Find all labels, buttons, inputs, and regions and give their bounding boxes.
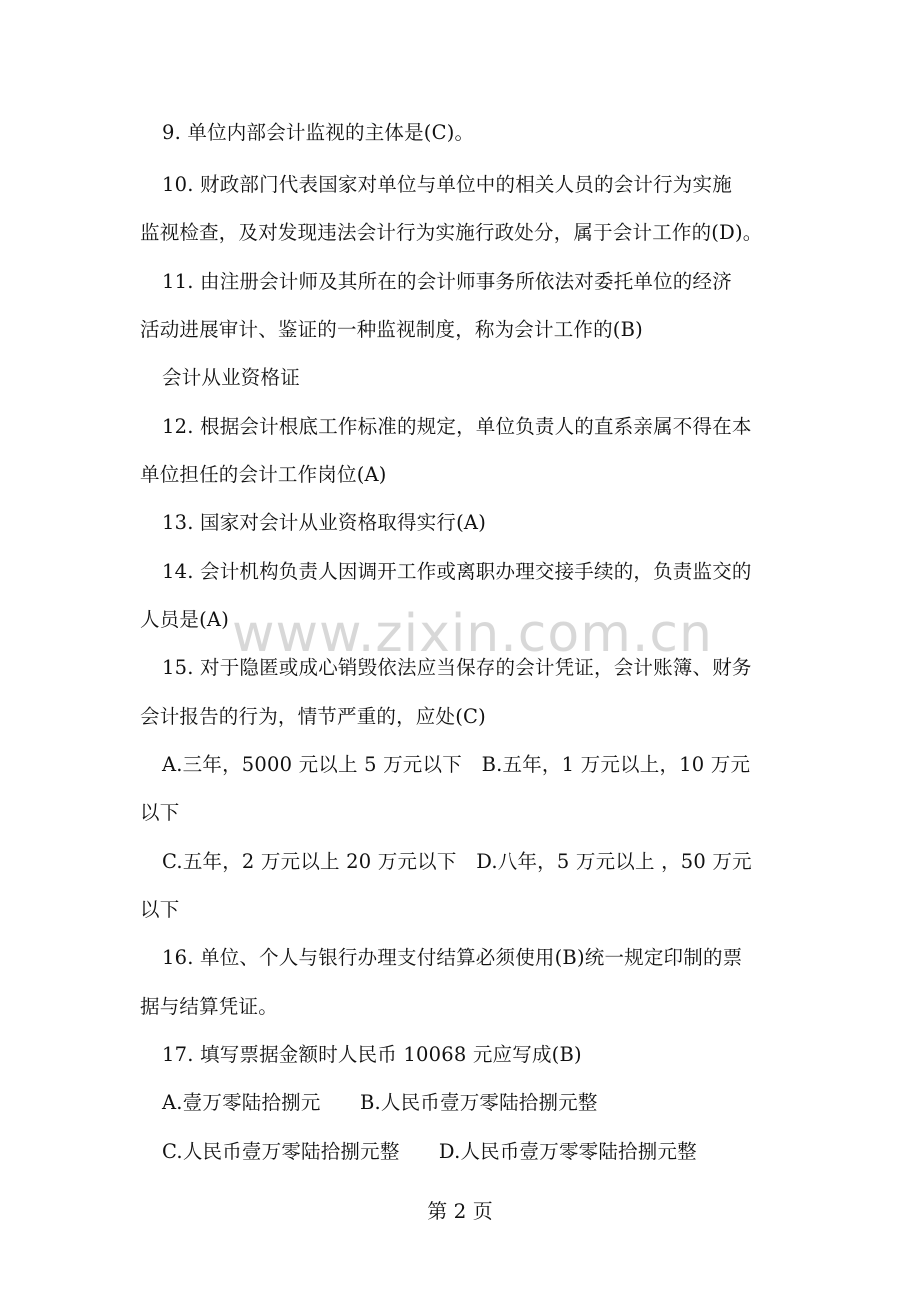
question-12-line-1: 12. 根据会计根底工作标准的规定，单位负责人的直系亲属不得在本 xyxy=(162,415,752,438)
question-15-options-cd: C.五年，2 万元以上 20 万元以下 D.八年，5 万元以上 ，50 万元 xyxy=(162,850,752,873)
question-10-line-1: 10. 财政部门代表国家对单位与单位中的相关人员的会计行为实施 xyxy=(162,173,732,196)
page-number: 第 2 页 xyxy=(427,1199,493,1223)
question-17-options-ab: A.壹万零陆拾捌元 B.人民币壹万零陆拾捌元整 xyxy=(162,1091,598,1114)
question-16-line-1: 16. 单位、个人与银行办理支付结算必须使用(B)统一规定印制的票 xyxy=(162,946,743,969)
question-15-options-ab: A.三年，5000 元以上 5 万元以下 B.五年，1 万元以上，10 万元 xyxy=(162,753,751,776)
watermark: www.zixin.com.cn xyxy=(232,604,713,664)
question-13: 13. 国家对会计从业资格取得实行(A) xyxy=(162,511,487,534)
question-10-line-2: 监视检查，及对发现违法会计行为实施行政处分，属于会计工作的(D)。 xyxy=(140,221,763,244)
question-14-line-1: 14. 会计机构负责人因调开工作或离职办理交接手续的，负责监交的 xyxy=(162,560,752,583)
question-15-options-cd-wrap: 以下 xyxy=(140,898,180,921)
question-17: 17. 填写票据金额时人民币 10068 元应写成(B) xyxy=(162,1043,582,1066)
question-16-line-2: 据与结算凭证。 xyxy=(140,995,278,1018)
question-11-line-1: 11. 由注册会计师及其所在的会计师事务所依法对委托单位的经济 xyxy=(162,270,732,293)
question-17-options-cd: C.人民币壹万零陆拾捌元整 D.人民币壹万零零陆拾捌元整 xyxy=(162,1140,697,1163)
question-9: 9. 单位内部会计监视的主体是(C)。 xyxy=(162,121,475,144)
question-12-line-2: 单位担任的会计工作岗位(A) xyxy=(140,463,387,486)
question-14-line-2: 人员是(A) xyxy=(140,608,229,631)
question-15-line-2: 会计报告的行为，情节严重的，应处(C) xyxy=(140,705,486,728)
question-15-line-1: 15. 对于隐匿或成心销毁依法应当保存的会计凭证，会计账簿、财务 xyxy=(162,656,752,679)
question-15-options-ab-wrap: 以下 xyxy=(140,801,180,824)
question-11-line-2: 活动进展审计、鉴证的一种监视制度，称为会计工作的(B) xyxy=(140,318,643,341)
answer-note: 会计从业资格证 xyxy=(162,366,300,389)
